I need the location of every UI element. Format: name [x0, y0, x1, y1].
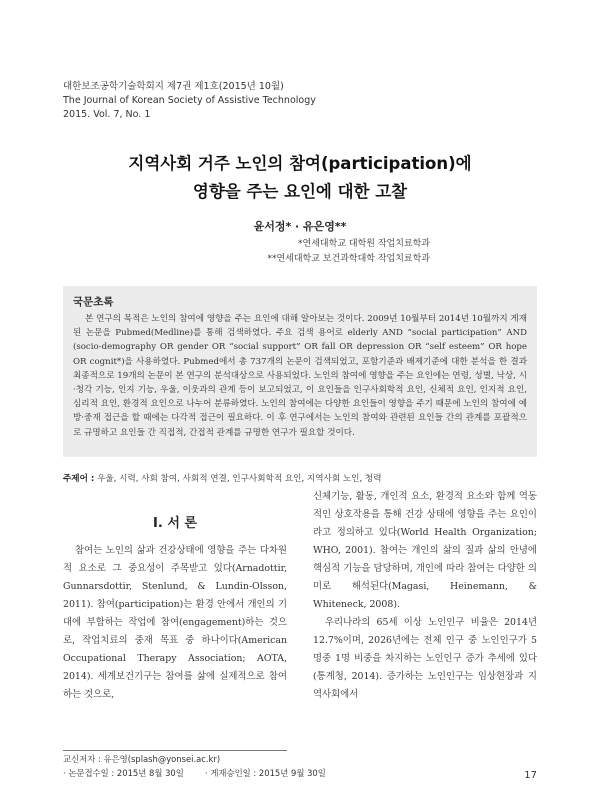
- body-right-column: [313, 488, 537, 704]
- page-number: 17: [524, 770, 537, 781]
- footnote-accepted-date: · 게재승인일 : 2015년 9월 30일: [205, 768, 326, 778]
- keywords-text: 우울, 시력, 사회 참여, 사회적 연결, 인구사회학적 요인, 지역사회 노인, 청력: [94, 474, 382, 484]
- section-title: I. 서 론: [153, 516, 197, 531]
- body-left-column: 참여는 노인의 삶과 건강상태에 영향을 주는 다차원적 요소로 그 중요성이 주목받고 있다(Arnadottir, Gunnarsdottir, Stenlund, & Lundin-Olsson, 2011). 참여(participation)는 환경 안에서 개인의 기대에 부합하는 작업에 참여(engagement)하는 것으로, 작업치료의 중재 목표 중 하나이다(American Occupational Therapy Association; AOTA, 2014). 세계보건기구는 참여를 삶에 실제적으로 참여하는 것으로,: [63, 545, 287, 700]
- keywords-label: 주제어 :: [63, 474, 95, 484]
- journal-header: [63, 80, 316, 122]
- paper-title-line1: 지역사회 거주 노인의 참여(participation)에: [128, 154, 472, 173]
- affiliation-2: **연세대학교 보건과학대학 작업치료학과: [267, 254, 430, 264]
- footnote-divider: [63, 750, 287, 751]
- abstract-box: [63, 286, 537, 457]
- abstract-text: 본 연구의 목적은 노인의 참여에 영향을 주는 요인에 대해 알아보는 것이다. 2009년 10월부터 2014년 10월까지 게재된 논문을 Pubmed(Medline)를 통해 검색하였다. 주요 검색 용어로 elderly AND “social participation” AND (socio-demography OR gender OR “social support” OR fall OR depression OR “self esteem” OR hope OR cognit*)을 사용하였다. Pubmed에서 총 737개의 논문이 검색되었고, 포함기준과 배제기준에 대한 분석을 한 결과 최종적으로 19개의 논문이 본 연구의 분석대상으로 사용되었다. 노인의 참여에 영향을 주는 요인에는 연령, 성별, 낙상, 시·청각 기능, 인지 기능, 우울, 이웃과의 관계 등이 보고되었고, 이 요인들을 인구사회학적 요인, 신체적 요인, 인지적 요인, 심리적 요인, 환경적 요인으로 나누어 분류하였다. 노인의 참여에는 다양한 요인들이 영향을 주기 때문에 노인의 참여에 예방·중재 접근을 할 때에는 다각적 접근이 필요하다. 이 후 연구에서는 노인의 참여와 관련된 요인들 간의 관계를 포괄적으로 규명하고 요인들 간 직접적, 간접적 관계를 규명한 연구가 필요할 것이다.: [73, 314, 527, 438]
- affiliation-1: *연세대학교 대학원 작업치료학과: [298, 239, 430, 249]
- journal-korean-title: 대한보조공학기술학회지 제7권 제1호(2015년 10월): [63, 81, 284, 92]
- journal-english-title: The Journal of Korean Society of Assistive Technology: [63, 95, 316, 106]
- body-right-paragraph-2: 우리나라의 65세 이상 노인인구 비율은 2014년 12.7%이며, 2026년에는 전체 인구 중 노인인구가 5명중 1명 비중을 차지하는 노인인구 증가 추세에 있다(통계청, 2014). 증가하는 노인인구는 임상현장과 지역사회에서: [313, 617, 537, 700]
- footnote-received-date: · 논문접수일 : 2015년 8월 30일: [63, 768, 184, 778]
- body-right-paragraph-1: 신체기능, 활동, 개인적 요소, 환경적 요소와 함께 역동적인 상호작용을 통해 건강 상태에 영향을 주는 요인이라고 정의하고 있다(World Health Organization; WHO, 2001). 참여는 개인의 삶의 질과 삶의 안녕에 핵심적 기능을 담당하며, 개인에 따라 참여는 다양한 의미로 해석된다(Magasi, Heinemann, & Whiteneck, 2008).: [313, 491, 537, 610]
- abstract-heading: 국문초록: [73, 296, 114, 308]
- footnote-corresponding-author: 교신저자 : 유은영(splash@yonsei.ac.kr): [63, 754, 221, 764]
- paper-title: [0, 150, 600, 206]
- keywords: [63, 472, 537, 484]
- paper-title-line2: 영향을 주는 요인에 대한 고찰: [192, 182, 408, 201]
- journal-volume: 2015. Vol. 7, No. 1: [63, 109, 151, 120]
- authors: 윤서정* · 유은영**: [253, 220, 347, 233]
